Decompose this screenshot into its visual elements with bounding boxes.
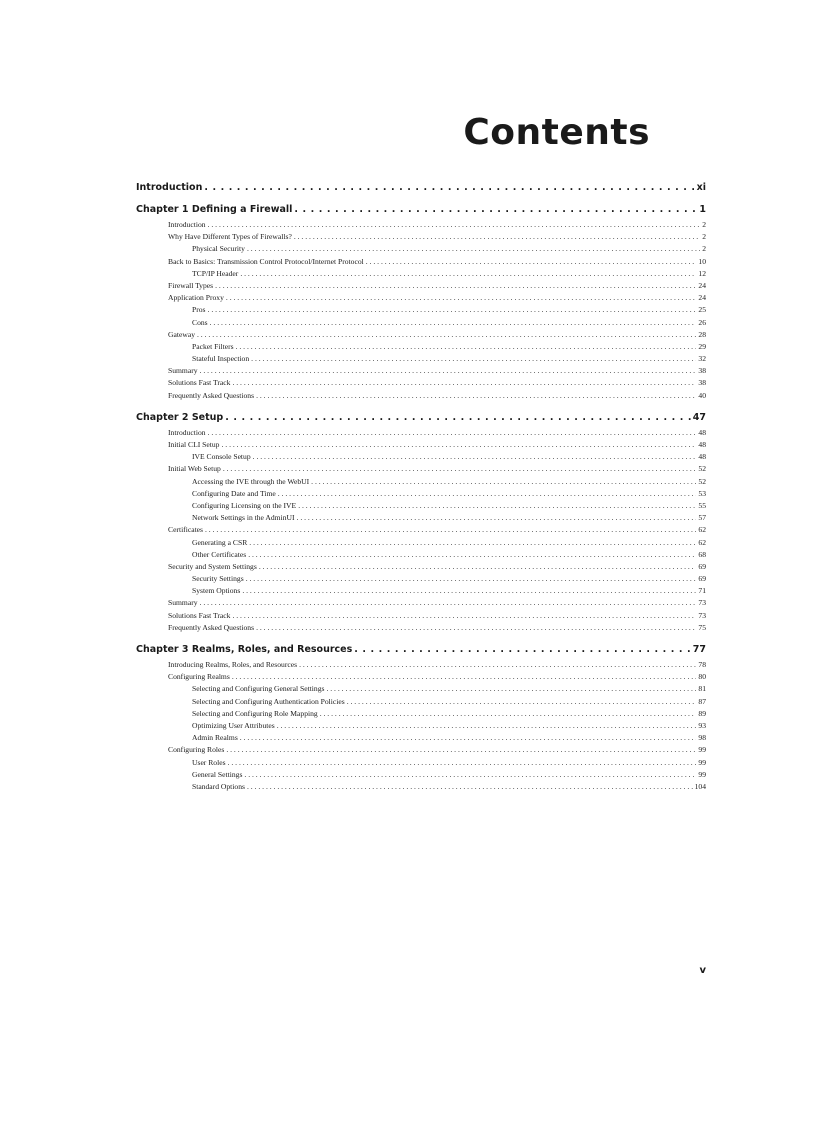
toc-entry-page: 69 xyxy=(698,574,706,584)
toc-dot-leader xyxy=(208,219,701,231)
toc-entry-title: TCP/IP Header xyxy=(192,268,239,278)
toc-entry-page: 24 xyxy=(698,280,706,290)
toc-dot-leader xyxy=(256,622,696,634)
toc-entry-page: 69 xyxy=(698,561,706,571)
toc-entry-title: Introduction xyxy=(168,427,206,437)
toc-dot-leader xyxy=(240,732,697,744)
toc-subsection-entry[interactable] xyxy=(136,512,706,524)
toc-entry-page: 12 xyxy=(698,268,706,278)
toc-entry-title: Firewall Types xyxy=(168,280,214,290)
toc-subsection-entry[interactable] xyxy=(136,488,706,500)
toc-entry-page: 99 xyxy=(698,769,706,779)
toc-section-entry[interactable] xyxy=(136,561,706,573)
toc-entry-page: 47 xyxy=(692,411,706,423)
toc-dot-leader xyxy=(277,720,697,732)
toc-section-entry[interactable] xyxy=(136,622,706,634)
toc-subsection-entry[interactable] xyxy=(136,341,706,353)
toc-entry-title: Configuring Date and Time xyxy=(192,488,276,498)
toc-entry-title: Configuring Realms xyxy=(168,672,230,682)
toc-entry-title: General Settings xyxy=(192,769,243,779)
toc-entry-title: Chapter 1 Defining a Firewall xyxy=(136,204,293,215)
toc-subsection-entry[interactable] xyxy=(136,476,706,488)
toc-entry-page: 26 xyxy=(698,317,706,327)
toc-section-entry[interactable] xyxy=(136,231,706,243)
toc-entry-page: 89 xyxy=(698,708,706,718)
toc-entry-page: 52 xyxy=(698,464,706,474)
toc-entry-title: Summary xyxy=(168,598,198,608)
toc-entry-page: 29 xyxy=(698,341,706,351)
toc-dot-leader xyxy=(197,329,696,341)
toc-section-entry[interactable] xyxy=(136,219,706,231)
toc-entry-title: Initial Web Setup xyxy=(168,464,221,474)
toc-entry-title: Configuring Licensing on the IVE xyxy=(192,500,297,510)
toc-dot-leader xyxy=(236,341,697,353)
toc-entry-title: Accessing the IVE through the WebUI xyxy=(192,476,310,486)
toc-entry-page: 38 xyxy=(698,378,706,388)
toc-section-entry[interactable] xyxy=(136,463,706,475)
toc-subsection-entry[interactable] xyxy=(136,769,706,781)
toc-entry-title: Cons xyxy=(192,317,208,327)
toc-entry-page: 24 xyxy=(698,293,706,303)
toc-entry-title: Packet Filters xyxy=(192,341,234,351)
toc-entry-page: 81 xyxy=(698,684,706,694)
toc-chapter-entry[interactable] xyxy=(136,181,706,194)
toc-entry-page: 48 xyxy=(698,452,706,462)
toc-entry-title: Frequently Asked Questions xyxy=(168,622,255,632)
toc-dot-leader xyxy=(208,304,697,316)
toc-subsection-entry[interactable] xyxy=(136,696,706,708)
toc-dot-leader xyxy=(251,353,696,365)
toc-entry-page: 10 xyxy=(698,256,706,266)
toc-entry-page: 78 xyxy=(698,660,706,669)
toc-dot-leader xyxy=(259,561,697,573)
toc-dot-leader xyxy=(326,683,696,695)
toc-dot-leader xyxy=(294,231,700,243)
toc-dot-leader xyxy=(204,181,694,194)
toc-entry-title: Solutions Fast Track xyxy=(168,610,231,620)
toc-chapter-entry[interactable] xyxy=(136,203,706,216)
toc-entry-page: 93 xyxy=(698,720,706,730)
toc-dot-leader xyxy=(249,537,696,549)
toc-subsection-entry[interactable] xyxy=(136,781,706,793)
toc-subsection-entry[interactable] xyxy=(136,500,706,512)
toc-dot-leader xyxy=(354,643,691,656)
toc-dot-leader xyxy=(232,610,696,622)
toc-dot-leader xyxy=(244,769,696,781)
toc-dot-leader xyxy=(242,585,696,597)
toc-chapter-entry[interactable] xyxy=(136,643,706,656)
toc-dot-leader xyxy=(366,256,697,268)
toc-dot-leader xyxy=(247,781,693,793)
toc-entry-title: Introduction xyxy=(168,220,206,229)
toc-dot-leader xyxy=(311,476,696,488)
toc-entry-title: Solutions Fast Track xyxy=(168,378,231,388)
toc-entry-page: 2 xyxy=(702,232,706,242)
toc-section-entry[interactable] xyxy=(136,292,706,304)
toc-section-entry[interactable] xyxy=(136,597,706,609)
toc-dot-leader xyxy=(226,744,696,756)
toc-entry-page: 77 xyxy=(692,644,706,655)
toc-dot-leader xyxy=(240,268,696,280)
toc-section-entry[interactable] xyxy=(136,610,706,622)
toc-dot-leader xyxy=(221,439,696,451)
toc-entry-title: Selecting and Configuring Role Mapping xyxy=(192,708,318,718)
toc-dot-leader xyxy=(297,512,697,524)
toc-entry-title: Why Have Different Types of Firewalls? xyxy=(168,232,292,242)
toc-entry-title: Physical Security xyxy=(192,244,245,254)
toc-dot-leader xyxy=(210,317,697,329)
toc-entry-page: 104 xyxy=(694,781,706,791)
toc-subsection-entry[interactable] xyxy=(136,708,706,720)
toc-entry-page: 28 xyxy=(698,329,706,339)
toc-entry-page: 75 xyxy=(698,622,706,632)
toc-entry-page: 48 xyxy=(698,427,706,437)
toc-subsection-entry[interactable] xyxy=(136,720,706,732)
toc-entry-title: Introduction xyxy=(136,182,203,193)
toc-entry-title: Gateway xyxy=(168,329,195,339)
toc-chapter-entry[interactable] xyxy=(136,411,706,424)
toc-dot-leader xyxy=(228,757,697,769)
page-number: v xyxy=(699,965,706,976)
toc-dot-leader xyxy=(226,292,697,304)
toc-entry-page: xi xyxy=(696,182,706,193)
toc-subsection-entry[interactable] xyxy=(136,573,706,585)
toc-dot-leader xyxy=(278,488,697,500)
toc-entry-page: 71 xyxy=(698,586,706,596)
toc-entry-title: Configuring Roles xyxy=(168,745,225,755)
toc-subsection-entry[interactable] xyxy=(136,537,706,549)
toc-subsection-entry[interactable] xyxy=(136,317,706,329)
toc-entry-page: 55 xyxy=(698,500,706,510)
toc-dot-leader xyxy=(298,500,696,512)
toc-entry-title: Application Proxy xyxy=(168,293,224,303)
toc-section-entry[interactable] xyxy=(136,439,706,451)
toc-entry-title: Selecting and Configuring Authentication Policies xyxy=(192,696,345,706)
toc-section-entry[interactable] xyxy=(136,427,706,439)
toc-subsection-entry[interactable] xyxy=(136,549,706,561)
toc-dot-leader xyxy=(232,377,696,389)
toc-dot-leader xyxy=(246,573,697,585)
toc-entry-page: 73 xyxy=(698,610,706,620)
toc-entry-page: 99 xyxy=(698,745,706,755)
toc-entry-page: 2 xyxy=(702,220,706,229)
toc-entry-page: 73 xyxy=(698,598,706,608)
toc-entry-title: System Options xyxy=(192,586,241,596)
toc-entry-title: Certificates xyxy=(168,525,203,535)
toc-dot-leader xyxy=(299,659,696,671)
toc-entry-page: 32 xyxy=(698,354,706,364)
toc-entry-page: 38 xyxy=(698,366,706,376)
toc-entry-page: 62 xyxy=(698,537,706,547)
toc-entry-title: Security Settings xyxy=(192,574,244,584)
toc-entry-page: 1 xyxy=(699,204,706,215)
toc-section-entry[interactable] xyxy=(136,671,706,683)
toc-section-entry[interactable] xyxy=(136,659,706,671)
toc-entry-page: 99 xyxy=(698,757,706,767)
toc-entry-title: Selecting and Configuring General Settings xyxy=(192,684,325,694)
toc-subsection-entry[interactable] xyxy=(136,353,706,365)
toc-entry-title: Network Settings in the AdminUI xyxy=(192,513,295,523)
toc-entry-page: 52 xyxy=(698,476,706,486)
toc-entry-page: 57 xyxy=(698,513,706,523)
toc-entry-title: Admin Realms xyxy=(192,733,238,743)
toc-subsection-entry[interactable] xyxy=(136,243,706,255)
toc-entry-page: 98 xyxy=(698,733,706,743)
toc-dot-leader xyxy=(200,365,697,377)
toc-dot-leader xyxy=(253,451,697,463)
toc-dot-leader xyxy=(205,524,696,536)
toc-entry-page: 87 xyxy=(698,696,706,706)
toc-entry-title: Chapter 2 Setup xyxy=(136,411,224,423)
toc-entry-title: Standard Options xyxy=(192,781,245,791)
toc-dot-leader xyxy=(294,203,697,216)
toc-dot-leader xyxy=(225,411,691,424)
toc-entry-page: 53 xyxy=(698,488,706,498)
toc-dot-leader xyxy=(347,696,697,708)
toc-entry-title: Introducing Realms, Roles, and Resources xyxy=(168,660,298,669)
toc-section-entry[interactable] xyxy=(136,390,706,402)
toc-entry-title: User Roles xyxy=(192,757,226,767)
table-of-contents xyxy=(136,181,706,793)
toc-section-entry[interactable] xyxy=(136,744,706,756)
toc-entry-title: Initial CLI Setup xyxy=(168,440,220,449)
toc-section-entry[interactable] xyxy=(136,365,706,377)
toc-dot-leader xyxy=(208,427,697,439)
toc-entry-title: Generating a CSR xyxy=(192,537,248,547)
toc-subsection-entry[interactable] xyxy=(136,683,706,695)
toc-entry-page: 48 xyxy=(698,440,706,449)
toc-subsection-entry[interactable] xyxy=(136,451,706,463)
toc-dot-leader xyxy=(200,597,697,609)
toc-entry-title: Optimizing User Attributes xyxy=(192,720,275,730)
toc-subsection-entry[interactable] xyxy=(136,585,706,597)
toc-entry-title: Stateful Inspection xyxy=(192,354,250,364)
toc-dot-leader xyxy=(232,671,697,683)
toc-dot-leader xyxy=(320,708,697,720)
toc-entry-title: IVE Console Setup xyxy=(192,452,251,462)
toc-section-entry[interactable] xyxy=(136,256,706,268)
toc-entry-title: Summary xyxy=(168,366,198,376)
toc-entry-title: Other Certificates xyxy=(192,549,247,559)
toc-subsection-entry[interactable] xyxy=(136,732,706,744)
toc-dot-leader xyxy=(256,390,696,402)
toc-section-entry[interactable] xyxy=(136,329,706,341)
toc-entry-title: Pros xyxy=(192,305,206,315)
toc-entry-page: 68 xyxy=(698,549,706,559)
toc-section-entry[interactable] xyxy=(136,377,706,389)
toc-subsection-entry[interactable] xyxy=(136,268,706,280)
page-title: Contents xyxy=(463,112,650,153)
toc-dot-leader xyxy=(248,549,696,561)
toc-section-entry[interactable] xyxy=(136,524,706,536)
toc-entry-title: Frequently Asked Questions xyxy=(168,390,255,400)
toc-entry-page: 80 xyxy=(698,672,706,682)
toc-entry-page: 25 xyxy=(698,305,706,315)
toc-subsection-entry[interactable] xyxy=(136,757,706,769)
toc-entry-title: Chapter 3 Realms, Roles, and Resources xyxy=(136,644,353,655)
toc-entry-title: Security and System Settings xyxy=(168,561,257,571)
toc-entry-title: Back to Basics: Transmission Control Protocol/Internet Protocol xyxy=(168,256,364,266)
toc-dot-leader xyxy=(223,463,697,475)
toc-dot-leader xyxy=(215,280,696,292)
toc-dot-leader xyxy=(247,243,700,255)
toc-entry-page: 2 xyxy=(702,244,706,254)
toc-entry-page: 40 xyxy=(698,390,706,400)
toc-section-entry[interactable] xyxy=(136,280,706,292)
toc-subsection-entry[interactable] xyxy=(136,304,706,316)
toc-entry-page: 62 xyxy=(698,525,706,535)
